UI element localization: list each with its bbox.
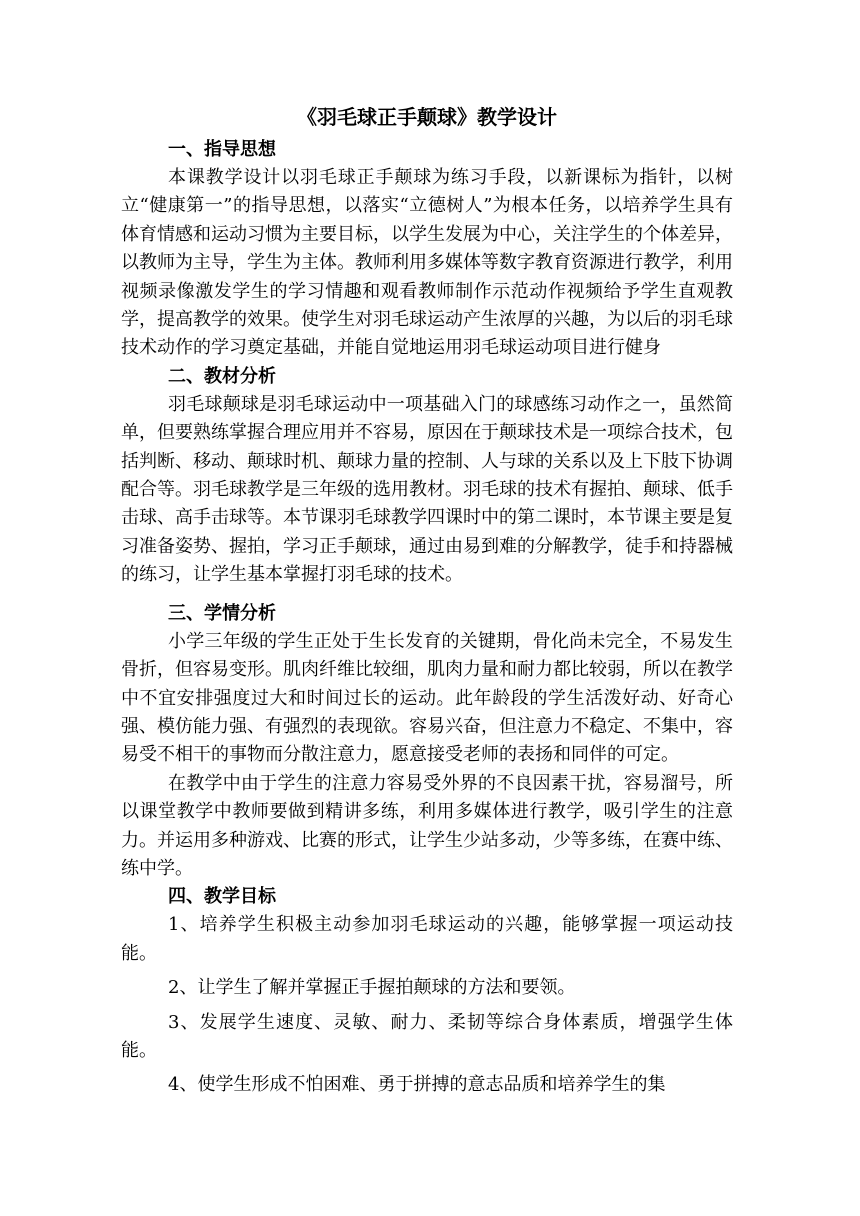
objective-item-2: 2、让学生了解并掌握正手握拍颠球的方法和要领。 [168,977,576,999]
section-heading-material-analysis: 二、教材分析 [168,365,276,387]
section-heading-teaching-objectives: 四、教学目标 [168,886,276,908]
paragraph-student-analysis-2: 在教学中由于学生的注意力容易受外界的不良因素干扰，容易溜号，所以课堂教学中教师要做到精讲多练，利用多媒体进行教学，吸引学生的注意力。并运用多种游戏、比赛的形式，让学生少站多动，少等多练，在赛中练、练中学。 [121,772,733,879]
section-heading-student-analysis: 三、学情分析 [168,602,276,624]
document-body [121,102,733,1106]
objective-item-3: 3、发展学生速度、灵敏、耐力、柔韧等综合身体素质，增强学生体能。 [121,1011,733,1061]
paragraph-guiding-ideology: 本课教学设计以羽毛球正手颠球为练习手段，以新课标为指针，以树立“健康第一”的指导思想，以落实“立德树人”为根本任务，以培养学生具有体育情感和运动习惯为主要目标，以学生发展为中心，关注学生的个体差异，以教师为主导，学生为主体。教师利用多媒体等数字教育资源进行教学，利用视频录像激发学生的学习情趣和观看教师制作示范动作视频给予学生直观教学，提高教学的效果。使学生对羽毛球运动产生浓厚的兴趣，为以后的羽毛球技术动作的学习奠定基础，并能自觉地运用羽毛球运动项目进行健身 [121,167,733,359]
objective-item-4: 4、使学生形成不怕困难、勇于拼搏的意志品质和培养学生的集 [168,1074,666,1096]
document-title: 《羽毛球正手颠球》教学设计 [297,105,557,129]
paragraph-material-analysis: 羽毛球颠球是羽毛球运动中一项基础入门的球感练习动作之一，虽然简单，但要熟练掌握合理应用并不容易，原因在于颠球技术是一项综合技术，包括判断、移动、颠球时机、颠球力量的控制、人与球的关系以及上下肢下协调配合等。羽毛球教学是三年级的选用教材。羽毛球的技术有握拍、颠球、低手击球、高手击球等。本节课羽毛球教学四课时中的第二课时，本节课主要是复习准备姿势、握拍，学习正手颠球，通过由易到难的分解教学，徒手和持器械的练习，让学生基本掌握打羽毛球的技术。 [121,393,733,586]
paragraph-student-analysis-1: 小学三年级的学生正处于生长发育的关键期，骨化尚未完全，不易发生骨折，但容易变形。肌肉纤维比较细，肌肉力量和耐力都比较弱，所以在教学中不宜安排强度过大和时间过长的运动。此年龄段的学生活泼好动、好奇心强、模仿能力强、有强烈的表现欲。容易兴奋，但注意力不稳定、不集中，容易受不相干的事物而分散注意力，愿意接受老师的表扬和同伴的可定。 [121,630,733,766]
objective-item-1: 1、培养学生积极主动参加羽毛球运动的兴趣，能够掌握一项运动技能。 [121,914,733,964]
section-heading-guiding-ideology: 一、指导思想 [168,139,276,160]
